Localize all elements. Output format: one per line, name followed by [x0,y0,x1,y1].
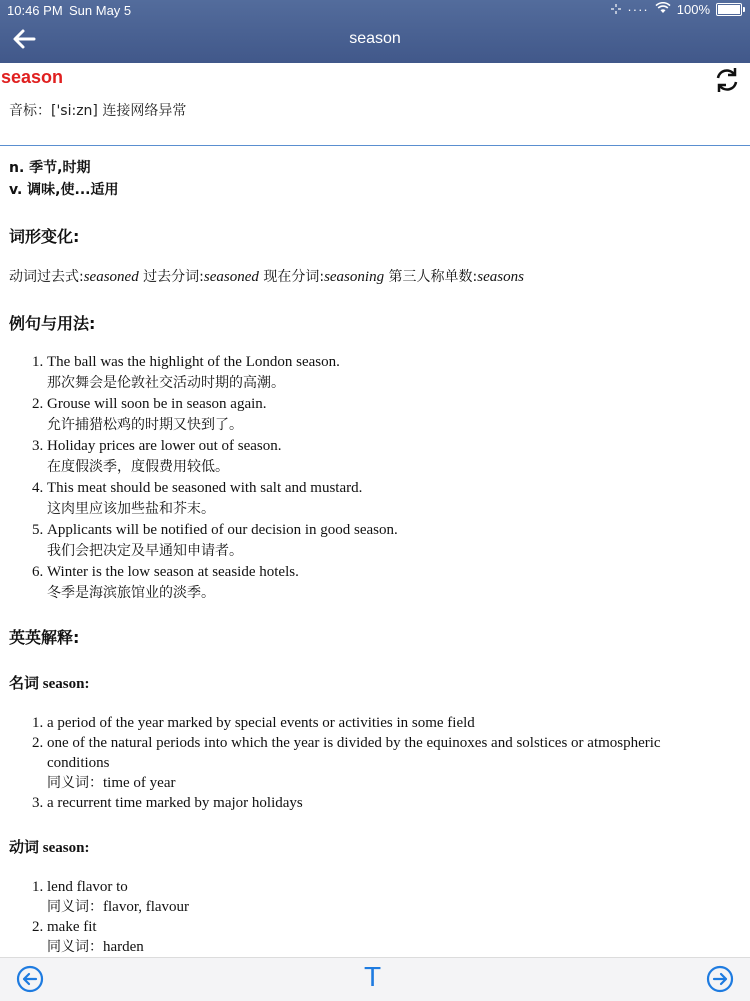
synonym-value: time of year [103,775,176,791]
example-item [47,562,398,604]
example-item [47,352,398,394]
pp-form: seasoned [203,269,259,285]
verb-label-en: season: [39,840,90,856]
refresh-button[interactable] [713,66,741,94]
example-item [47,436,398,478]
sense-text: 1. lend flavor to [47,879,128,895]
page-title: season [349,30,401,47]
sense-text: 2. make fit [47,919,97,935]
sense-item [47,733,697,793]
status-time: 10:46 PM [7,3,63,18]
previous-button[interactable] [16,965,44,993]
example-en: 6. Winter is the low season at seaside hotels. [47,564,299,580]
sense-text: 2. one of the natural periods into which the year is divided by the equinoxes and solstices or atmospheric conditions [47,735,661,771]
synonym-value: harden [103,939,144,955]
third-label: 第三人称单数: [384,269,478,285]
definitions [9,157,118,201]
sense-item [47,713,697,733]
synonym-label: 同义词： [47,899,103,915]
navigation-bar [0,0,750,63]
text-size-button[interactable]: T [364,961,382,992]
synonym-value: flavor, flavour [103,899,190,915]
past-label: 动词过去式: [9,269,84,285]
noun-label-en: season: [39,676,90,692]
prog-form: seasoning [324,269,385,285]
arrow-right-circle-icon [706,965,734,993]
arrow-left-circle-icon [16,965,44,993]
third-form: seasons [477,269,524,285]
sense-text: 1. a period of the year marked by special events or activities in some field [47,715,475,731]
refresh-icon [713,66,741,94]
word-forms-heading: 词形变化: [9,227,80,246]
noun-heading [9,672,89,693]
phonetic: 音标：['si:zn] 连接网络异常 [9,103,187,119]
example-cn: 我们会把决定及早通知申请者。 [47,543,243,559]
definition-noun: n. 季节,时期 [9,160,91,176]
signal-dots-icon: ···· [627,2,649,17]
sense-item [47,877,189,917]
battery-percent: 100% [676,2,710,17]
examples-list [9,352,398,604]
divider [0,145,750,146]
example-en: 3. Holiday prices are lower out of season. [47,438,282,454]
status-date: Sun May 5 [69,3,132,18]
wifi-icon [655,2,671,17]
example-item [47,478,398,520]
bottom-toolbar [0,957,750,1001]
sense-text: 3. a recurrent time marked by major holidays [47,795,303,811]
example-item [47,520,398,562]
past-form: seasoned [83,269,139,285]
example-en: 2. Grouse will soon be in season again. [47,396,267,412]
example-en: 4. This meat should be seasoned with salt and mustard. [47,480,363,496]
headword: season [1,67,64,87]
definition-verb: v. 调味,使...适用 [9,182,119,198]
example-cn: 这肉里应该加些盐和芥末。 [47,501,215,517]
activity-icon [611,2,621,17]
word-forms [9,266,524,286]
prog-label: 现在分词: [258,269,325,285]
next-button[interactable] [706,965,734,993]
sense-item [47,793,697,813]
english-heading: 英英解释: [9,628,80,647]
example-en: 1. The ball was the highlight of the London season. [47,354,340,370]
example-cn: 在度假淡季，度假费用较低。 [47,459,229,475]
verb-label-cn: 动词 [9,838,40,856]
battery-icon [716,3,742,16]
example-cn: 冬季是海滨旅馆业的淡季。 [47,585,215,601]
synonym-label: 同义词： [47,775,103,791]
pp-label: 过去分词: [138,269,204,285]
verb-senses [9,877,189,957]
example-en: 5. Applicants will be notified of our decision in good season. [47,522,398,538]
noun-label-cn: 名词 [9,674,40,692]
examples-heading: 例句与用法: [9,314,96,333]
example-cn: 允许捕猎松鸡的时期又快到了。 [47,417,243,433]
status-bar [0,0,750,20]
synonym-label: 同义词： [47,939,103,955]
sense-item [47,917,189,957]
example-cn: 那次舞会是伦敦社交活动时期的高潮。 [47,375,285,391]
verb-heading [9,836,89,857]
noun-senses [9,713,697,813]
status-right [611,2,742,17]
example-item [47,394,398,436]
